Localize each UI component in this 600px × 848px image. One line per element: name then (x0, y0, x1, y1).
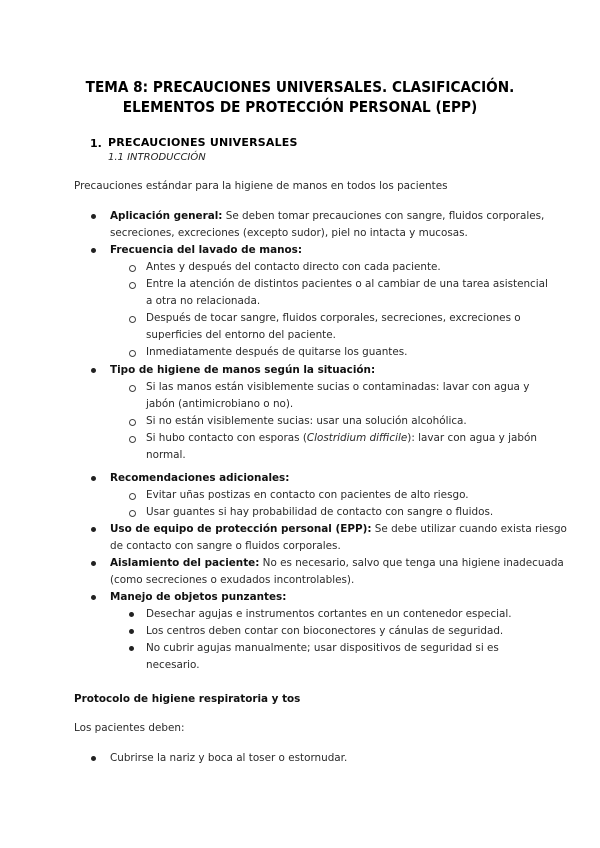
frecuencia-sub-2-line-1: Entre la atención de distintos pacientes o al cambiar de una tarea asistencial (146, 278, 548, 290)
item-aislamiento-line-2: (como secreciones o exudados incontrolables). (110, 574, 355, 586)
section-number: 1. (90, 137, 102, 150)
sub-bullet-icon (129, 316, 136, 323)
frecuencia-sub-3-line-2: superficies del entorno del paciente. (146, 329, 336, 341)
sub-bullet-icon (129, 629, 134, 634)
punzantes-sub-3-line-2: necesario. (146, 659, 200, 671)
bullet-icon (91, 368, 96, 373)
section-heading: PRECAUCIONES UNIVERSALES (108, 136, 298, 149)
item-aislamiento-line-1 (110, 555, 564, 572)
sub-bullet-icon (129, 436, 136, 443)
item-tipo-label: Tipo de higiene de manos según la situación: (110, 364, 376, 376)
recomendaciones-sub-2: Usar guantes si hay probabilidad de contacto con sangre o fluidos. (146, 506, 494, 518)
item-epp-label: Uso de equipo de protección personal (EPP): (110, 523, 372, 535)
sub-bullet-icon (129, 510, 136, 517)
tipo-sub-1-line-2: jabón (antimicrobiano o no). (146, 398, 294, 410)
sub-bullet-icon (129, 493, 136, 500)
punzantes-sub-3-line-1: No cubrir agujas manualmente; usar dispositivos de seguridad si es (146, 642, 499, 654)
recomendaciones-sub-1: Evitar uñas postizas en contacto con pacientes de alto riesgo. (146, 489, 469, 501)
tipo-sub-3-italic: Clostridium difficile (306, 432, 408, 444)
protocolo-intro: Los pacientes deben: (74, 722, 185, 734)
tipo-sub-1-line-1: Si las manos están visiblemente sucias o contaminadas: lavar con agua y (146, 381, 530, 393)
frecuencia-sub-1: Antes y después del contacto directo con cada paciente. (146, 261, 441, 273)
punzantes-sub-1: Desechar agujas e instrumentos cortantes en un contenedor especial. (146, 608, 512, 620)
tipo-sub-3-post: ): lavar con agua y jabón (407, 432, 537, 444)
sub-bullet-icon (129, 646, 134, 651)
item-aplicacion-line-1 (110, 208, 544, 225)
bullet-icon (91, 756, 96, 761)
bullet-icon (91, 214, 96, 219)
frecuencia-sub-2-line-2: a otra no relacionada. (146, 295, 261, 307)
sub-bullet-icon (129, 282, 136, 289)
bullet-icon (91, 476, 96, 481)
item-aplicacion-label: Aplicación general: (110, 210, 223, 222)
item-punzantes-label: Manejo de objetos punzantes: (110, 591, 287, 603)
bullet-icon (91, 527, 96, 532)
sub-bullet-icon (129, 419, 136, 426)
tipo-sub-3-line-2: normal. (146, 449, 186, 461)
tipo-sub-3-pre: Si hubo contacto con esporas ( (146, 432, 307, 444)
item-aplicacion-line-2: secreciones, excreciones (excepto sudor), piel no intacta y mucosas. (110, 227, 468, 239)
item-recomendaciones-label: Recomendaciones adicionales: (110, 472, 290, 484)
frecuencia-sub-3-line-1: Después de tocar sangre, fluidos corporales, secreciones, excreciones o (146, 312, 521, 324)
tipo-sub-3-line-1 (146, 430, 537, 447)
item-aplicacion-text: Se deben tomar precauciones con sangre, fluidos corporales, (222, 210, 545, 222)
item-epp-line-2: de contacto con sangre o fluidos corporales. (110, 540, 341, 552)
tipo-sub-2: Si no están visiblemente sucias: usar una solución alcohólica. (146, 415, 467, 427)
protocolo-item-1: Cubrirse la nariz y boca al toser o estornudar. (110, 752, 348, 764)
item-aislamiento-text: No es necesario, salvo que tenga una higiene inadecuada (259, 557, 564, 569)
bullet-icon (91, 248, 96, 253)
punzantes-sub-2: Los centros deben contar con bioconectores y cánulas de seguridad. (146, 625, 504, 637)
protocolo-heading: Protocolo de higiene respiratoria y tos (74, 693, 301, 705)
bullet-icon (91, 595, 96, 600)
intro-text: Precauciones estándar para la higiene de manos en todos los pacientes (74, 180, 448, 192)
document-title-line-2: ELEMENTOS DE PROTECCIÓN PERSONAL (EPP) (122, 98, 478, 116)
bullet-icon (91, 561, 96, 566)
document-title-line-1: TEMA 8: PRECAUCIONES UNIVERSALES. CLASIFICACIÓN. (85, 78, 515, 96)
frecuencia-sub-4: Inmediatamente después de quitarse los guantes. (146, 346, 408, 358)
sub-bullet-icon (129, 385, 136, 392)
sub-bullet-icon (129, 350, 136, 357)
item-epp-text: Se debe utilizar cuando exista riesgo (371, 523, 567, 535)
item-epp-line-1 (110, 521, 567, 538)
subsection-heading: 1.1 INTRODUCCIÓN (108, 152, 206, 163)
item-frecuencia-label: Frecuencia del lavado de manos: (110, 244, 302, 256)
sub-bullet-icon (129, 265, 136, 272)
item-aislamiento-label: Aislamiento del paciente: (110, 557, 260, 569)
sub-bullet-icon (129, 612, 134, 617)
